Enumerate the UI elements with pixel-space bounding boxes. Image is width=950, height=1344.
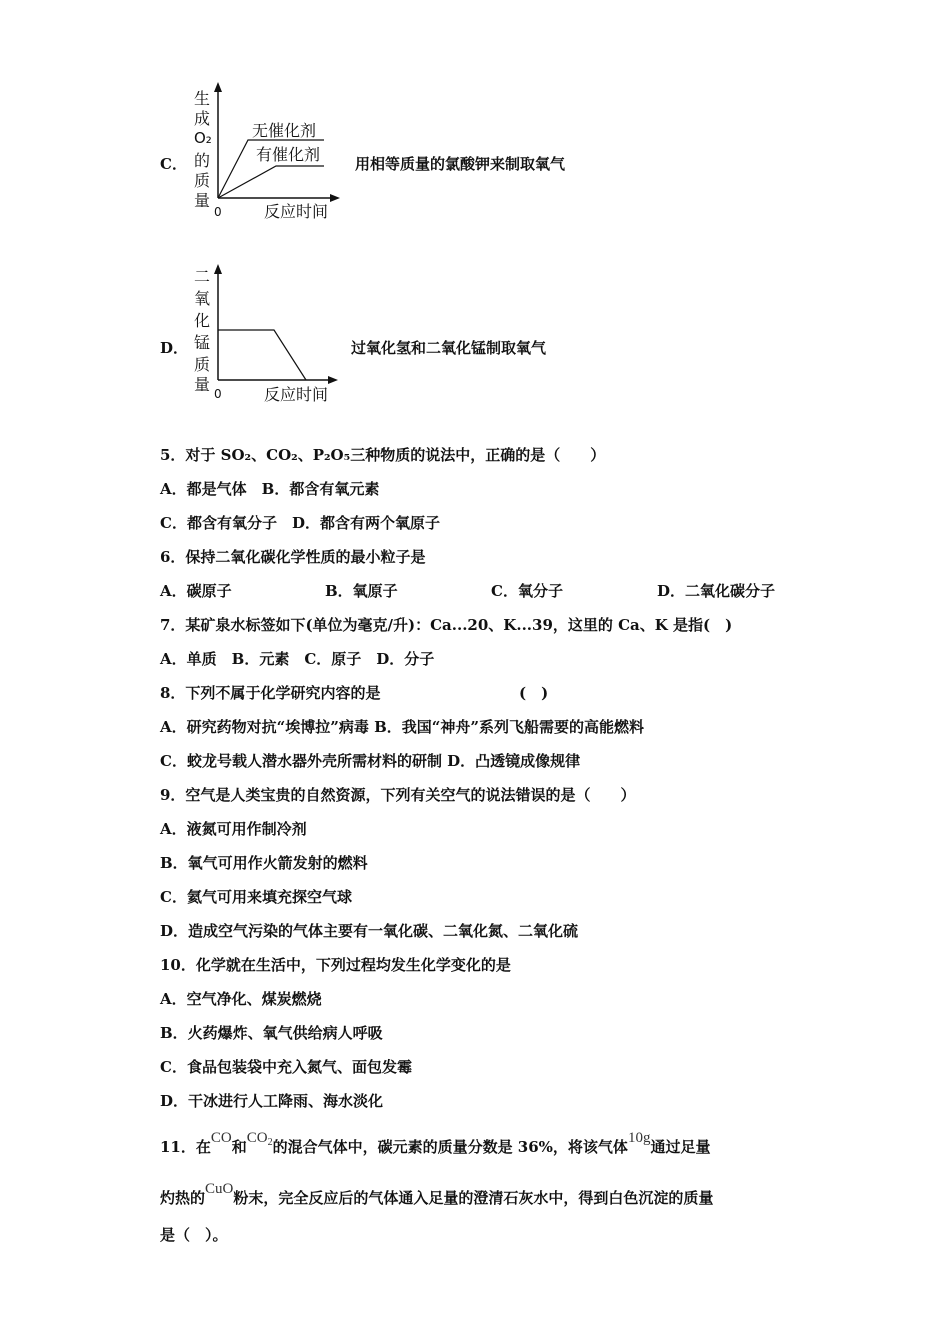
q11-line1: [160, 1130, 711, 1160]
y-label-char: 二: [194, 267, 211, 286]
q11-line2-rest: 粉末，完全反应后的气体通入足量的澄清石灰水中，得到白色沉淀的质量: [233, 1189, 714, 1207]
y-label-char: 量: [194, 191, 211, 210]
x-axis-arrow: [330, 194, 340, 202]
series-label-no-catalyst: 无催化剂: [252, 121, 317, 140]
q9-option-b: B．氧气可用作火箭发射的燃料: [160, 854, 368, 872]
q9-option-a: A．液氮可用作制冷剂: [160, 820, 307, 838]
y-label-char: O₂: [194, 129, 212, 147]
origin-label: 0: [214, 205, 222, 219]
q8-options-row2: C．蛟龙号载人潜水器外壳所需材料的研制 D．凸透镜成像规律: [160, 752, 581, 770]
q8-options-row1: A．研究药物对抗“埃博拉”病毒 B．我国“神舟”系列飞船需要的高能燃料: [160, 718, 645, 736]
y-label-char: 的: [194, 151, 211, 170]
q11-and: 和: [231, 1138, 247, 1156]
q10-option-c: C．食品包装袋中充入氮气、面包发霉: [160, 1058, 412, 1076]
q11-line2: [160, 1181, 714, 1209]
origin-label: 0: [214, 387, 222, 401]
q7-stem: 7．某矿泉水标签如下(单位为毫克/升)：Ca...20、K...39，这里的 Ca、K 是指( ): [160, 616, 733, 634]
series-catalyst-line: [218, 166, 324, 198]
formula-co2: [247, 1130, 273, 1146]
option-d-description: 过氧化氢和二氧化锰制取氧气: [351, 339, 547, 357]
option-c-label: C．: [160, 155, 187, 173]
y-label-char: 量: [194, 375, 211, 394]
q5-stem: 5．对于 SO₂、CO₂、P₂O₅三种物质的说法中，正确的是（ ）: [160, 446, 606, 464]
q11-end-text: 通过足量: [650, 1138, 711, 1156]
q8-answer-paren: ( ): [519, 684, 549, 702]
x-axis-label: 反应时间: [264, 385, 329, 404]
option-d-chart: [186, 260, 346, 410]
q10-option-d: D．干冰进行人工降雨、海水淡化: [160, 1092, 384, 1110]
q5-options-row2: C．都含有氧分子 D．都含有两个氧原子: [160, 514, 440, 532]
y-label-char: 氧: [194, 289, 211, 308]
y-label-char: 成: [194, 109, 211, 128]
option-c-chart: [186, 80, 346, 230]
q11-line2-prefix: 灼热的: [160, 1189, 206, 1207]
q10-option-b: B．火药爆炸、氧气供给病人呼吸: [160, 1024, 383, 1042]
q9-stem: 9．空气是人类宝贵的自然资源，下列有关空气的说法错误的是（ ）: [160, 786, 636, 804]
q5-options-row1: A．都是气体 B．都含有氧元素: [160, 480, 380, 498]
q9-option-d: D．造成空气污染的气体主要有一氧化碳、二氧化氮、二氧化硫: [160, 922, 579, 940]
option-d-label: D．: [160, 339, 189, 357]
q6-stem: 6．保持二氧化碳化学性质的最小粒子是: [160, 548, 426, 566]
q9-option-c: C．氦气可用来填充探空气球: [160, 888, 352, 906]
q11-line3: 是（ ）。: [160, 1226, 228, 1244]
q10-option-a: A．空气净化、煤炭燃烧: [160, 990, 322, 1008]
mass-10g: 10g: [627, 1130, 651, 1146]
y-label-char: 化: [194, 311, 211, 330]
q7-options-row1: A．单质 B．元素 C．原子 D．分子: [160, 650, 435, 668]
q6-option-c: C．氧分子: [491, 582, 563, 600]
mno2-mass-line: [218, 330, 306, 380]
formula-cuo: CuO: [205, 1181, 234, 1197]
y-label-char: 质: [194, 355, 211, 374]
x-axis-arrow: [328, 376, 338, 384]
option-c-description: 用相等质量的氯酸钾来制取氧气: [355, 155, 566, 173]
y-label-char: 质: [194, 171, 211, 190]
formula-co2-base: CO: [246, 1130, 268, 1146]
x-axis-label: 反应时间: [264, 202, 329, 221]
q6-option-b: B．氧原子: [325, 582, 398, 600]
q6-option-d: D．二氧化碳分子: [657, 582, 776, 600]
y-label-char: 生: [194, 89, 211, 108]
q8-stem: 8．下列不属于化学研究内容的是: [160, 684, 381, 702]
y-label-char: 锰: [194, 333, 211, 352]
formula-co2-subscript: 2: [267, 1137, 273, 1148]
q11-mid-text: 的混合气体中，碳元素的质量分数是 36%，将该气体: [272, 1138, 628, 1156]
q6-option-a: A．碳原子: [160, 582, 232, 600]
y-axis-arrow: [214, 264, 222, 274]
q11-number: 11．在: [160, 1138, 211, 1156]
y-axis-arrow: [214, 82, 222, 92]
series-label-catalyst: 有催化剂: [256, 145, 321, 164]
formula-co: CO: [210, 1130, 232, 1146]
q10-stem: 10．化学就在生活中，下列过程均发生化学变化的是: [160, 956, 511, 974]
